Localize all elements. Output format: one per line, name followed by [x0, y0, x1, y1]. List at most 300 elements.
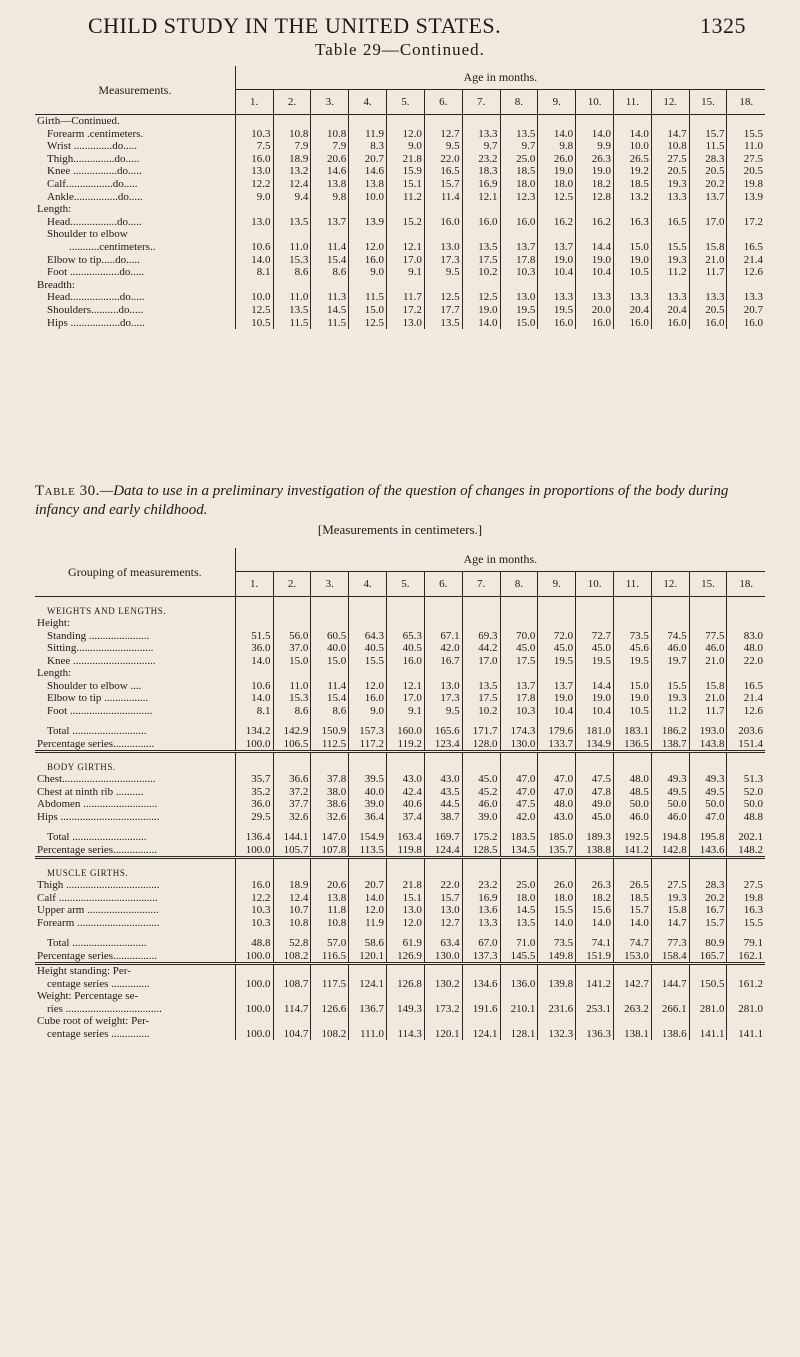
table29-cell: [576, 279, 614, 292]
table29-cell: [727, 115, 765, 128]
table30-cell: 67.1: [424, 630, 462, 643]
table29-cell: 15.5: [651, 241, 689, 254]
table29-cell: 18.5: [613, 178, 651, 191]
table30-age-label: 9.: [538, 572, 576, 597]
table29-cell: 9.8: [538, 140, 576, 153]
table30-cell: 134.5: [500, 844, 538, 858]
table30-cell: [651, 617, 689, 630]
table29-cell: 12.7: [424, 128, 462, 141]
table29-cell: 17.0: [387, 254, 425, 267]
table29-cell: [576, 203, 614, 216]
table29-cell: 16.0: [727, 317, 765, 330]
table29-cell: 10.0: [235, 291, 273, 304]
table29-cell: [387, 279, 425, 292]
table30-cell: [538, 617, 576, 630]
table30-cell: 11.8: [311, 904, 349, 917]
table30-cell: 12.7: [424, 917, 462, 930]
table30-cell: 16.7: [424, 655, 462, 668]
table29-cell: 13.5: [273, 304, 311, 317]
table30-cell: 35.2: [235, 786, 273, 799]
table30-cell: [424, 823, 462, 831]
table30-age-label: 6.: [424, 572, 462, 597]
table30-cell: 126.6: [311, 1003, 349, 1016]
table30-cell: 45.0: [500, 642, 538, 655]
table29-cell: [613, 203, 651, 216]
table29-row: [35, 216, 765, 229]
table30-age-label: 8.: [500, 572, 538, 597]
table30-cell: 13.0: [387, 904, 425, 917]
table29-cell: [462, 228, 500, 241]
table29-cell: 18.0: [500, 178, 538, 191]
table30-cell: 46.0: [689, 642, 727, 655]
table29-cell: 14.6: [349, 165, 387, 178]
table30-cell: 18.5: [613, 892, 651, 905]
table29-cell: 13.3: [576, 291, 614, 304]
table30-cell: 17.5: [462, 692, 500, 705]
table30-cell: 20.2: [689, 892, 727, 905]
table29-cell: 7.9: [273, 140, 311, 153]
table30-row-label: [35, 717, 235, 725]
table30-cell: 47.5: [500, 798, 538, 811]
table29-cell: [424, 115, 462, 128]
table30-cell: 37.0: [273, 642, 311, 655]
table30-cell: 47.0: [500, 773, 538, 786]
table30-cell: [311, 964, 349, 978]
table30-cell: 173.2: [424, 1003, 462, 1016]
table30-cell: 40.5: [349, 642, 387, 655]
table30-row: [35, 725, 765, 738]
table29-cell: [727, 279, 765, 292]
table29-cell: [387, 203, 425, 216]
table29-cell: 18.2: [576, 178, 614, 191]
table30-cell: 21.8: [387, 879, 425, 892]
table29-cell: 10.3: [500, 266, 538, 279]
table30-cell: [273, 617, 311, 630]
table30-cell: [727, 929, 765, 937]
table29-cell: [538, 228, 576, 241]
table30-cell: [500, 617, 538, 630]
table30-cell: 8.6: [273, 705, 311, 718]
table29-age-label: 4.: [349, 90, 387, 115]
table29-cell: 14.5: [311, 304, 349, 317]
table29-cell: 14.4: [576, 241, 614, 254]
table29-cell: 12.0: [387, 128, 425, 141]
table29-cell: 21.0: [689, 254, 727, 267]
table30-cell: 128.5: [462, 844, 500, 858]
table29-cell: [538, 115, 576, 128]
table30-cell: 23.2: [462, 879, 500, 892]
table30-cell: [689, 823, 727, 831]
table29-cell: 20.7: [349, 153, 387, 166]
table30-cell: 147.0: [311, 831, 349, 844]
table29-cell: 15.7: [689, 128, 727, 141]
table30-cell: 12.4: [273, 892, 311, 905]
table30-cell: 48.8: [235, 937, 273, 950]
table30-cell: 37.4: [387, 811, 425, 824]
table30-cell: 67.0: [462, 937, 500, 950]
table30-cell: 144.7: [651, 978, 689, 991]
table29-cell: 14.6: [311, 165, 349, 178]
table30-cell: 195.8: [689, 831, 727, 844]
table30-cell: [727, 617, 765, 630]
table29-cell: 19.0: [462, 304, 500, 317]
table30-cell: 11.0: [273, 680, 311, 693]
table29-row: [35, 317, 765, 330]
table30-row-label: MUSCLE GIRTHS.: [35, 858, 235, 880]
table30-header-row: [35, 548, 765, 572]
table29-cell: [424, 203, 462, 216]
table29-cell: 19.8: [727, 178, 765, 191]
table30-row-label: ries ...................................: [47, 1002, 162, 1015]
table30-cell: 16.5: [727, 680, 765, 693]
table29-cell: 26.5: [613, 153, 651, 166]
table30-cell: 38.0: [311, 786, 349, 799]
table30-cell: 150.9: [311, 725, 349, 738]
table30-cell: [613, 667, 651, 680]
table30-cell: 11.7: [689, 705, 727, 718]
table29-cell: 15.9: [387, 165, 425, 178]
table30-cell: 231.6: [538, 1003, 576, 1016]
table30-row-label: Hips ....................................: [37, 810, 160, 823]
table30-cell: 186.2: [651, 725, 689, 738]
table29-cell: 16.2: [538, 216, 576, 229]
table29-cell: [727, 203, 765, 216]
table30-cell: [651, 717, 689, 725]
table30-row-label: centage series ..............: [47, 1027, 150, 1040]
table30-cell: 16.0: [349, 692, 387, 705]
table30-cell: [651, 858, 689, 880]
table29-cell: 26.0: [538, 153, 576, 166]
table30-cell: [424, 617, 462, 630]
table29-cell: 11.7: [689, 266, 727, 279]
table30-cell: 22.0: [727, 655, 765, 668]
table29-cell: 21.8: [387, 153, 425, 166]
table30-cell: [538, 929, 576, 937]
table30-cell: 70.0: [500, 630, 538, 643]
table30-cell: [613, 858, 651, 880]
table30-cell: [235, 752, 273, 774]
table30-row-label: BODY GIRTHS.: [35, 752, 235, 774]
table30-cell: 100.0: [235, 1028, 273, 1041]
table30-cell: 163.4: [387, 831, 425, 844]
table30-cell: 9.1: [387, 705, 425, 718]
table30-cell: 100.0: [235, 738, 273, 752]
table30-cell: [500, 752, 538, 774]
table29-cell: 20.0: [576, 304, 614, 317]
table29-cell: 13.3: [462, 128, 500, 141]
table29-age-label: 18.: [727, 90, 765, 115]
table30-cell: [462, 597, 500, 618]
table30-cell: [613, 823, 651, 831]
table29-cell: [538, 279, 576, 292]
table29-cell: 13.3: [727, 291, 765, 304]
table30-cell: 43.5: [424, 786, 462, 799]
table29-cell: [613, 279, 651, 292]
table29-cell: 10.8: [651, 140, 689, 153]
table30-cell: 19.8: [727, 892, 765, 905]
table30-cell: [727, 990, 765, 1003]
table29-cell: [651, 279, 689, 292]
table30-cell: [613, 717, 651, 725]
table30-cell: 72.0: [538, 630, 576, 643]
table30-cell: [689, 1015, 727, 1028]
table30-cell: 160.0: [387, 725, 425, 738]
table30-cell: 15.7: [424, 892, 462, 905]
table30-cell: 111.0: [349, 1028, 387, 1041]
table30-cell: [387, 752, 425, 774]
table30-cell: 38.6: [311, 798, 349, 811]
table30-cell: [538, 752, 576, 774]
table30-cell: 179.6: [538, 725, 576, 738]
table30-cell: 47.0: [538, 786, 576, 799]
table30-cell: 80.9: [689, 937, 727, 950]
table30-cell: 19.3: [651, 892, 689, 905]
table29-cell: 14.7: [651, 128, 689, 141]
table30-cell: [576, 1015, 614, 1028]
table29-age-label: 3.: [311, 90, 349, 115]
table30-row-label: centage series ..............: [47, 977, 150, 990]
table30-cell: [424, 717, 462, 725]
table30-cell: 142.8: [651, 844, 689, 858]
table29-cell: 17.8: [500, 254, 538, 267]
table30-cell: 10.6: [235, 680, 273, 693]
table30-row: [35, 937, 765, 950]
table29-cell: [311, 228, 349, 241]
table29-cell: [349, 115, 387, 128]
table29-col-header: Measurements.: [35, 66, 235, 115]
table29-row-label: Foot ..................do.....: [47, 266, 145, 279]
table29-cell: 13.9: [349, 216, 387, 229]
table29-cell: [349, 279, 387, 292]
table30-cell: 15.0: [311, 655, 349, 668]
table30-cell: 18.0: [538, 892, 576, 905]
table30-cell: [311, 929, 349, 937]
table29-cell: [500, 203, 538, 216]
table30-cell: 25.0: [500, 879, 538, 892]
table30-cell: [311, 823, 349, 831]
table29-cell: 13.8: [311, 178, 349, 191]
table30-cell: 58.6: [349, 937, 387, 950]
table30-cell: 13.5: [500, 917, 538, 930]
table30-cell: 106.5: [273, 738, 311, 752]
table30-cell: 18.9: [273, 879, 311, 892]
table30-cell: [273, 823, 311, 831]
table30-cell: 117.5: [311, 978, 349, 991]
table30-cell: 46.0: [462, 798, 500, 811]
table29-cell: 10.4: [576, 266, 614, 279]
table29-cell: [235, 203, 273, 216]
table30-cell: 36.4: [349, 811, 387, 824]
table30-row: [35, 917, 765, 930]
table30-row: [35, 904, 765, 917]
table30-cell: 14.7: [651, 917, 689, 930]
table30-cell: 32.6: [273, 811, 311, 824]
table30-row-label: Total ...........................: [47, 937, 147, 949]
table30-cell: [651, 597, 689, 618]
table29-cell: [424, 228, 462, 241]
table30-cell: 19.0: [538, 692, 576, 705]
table29-cell: 16.5: [651, 216, 689, 229]
table30-cell: 17.0: [462, 655, 500, 668]
table30-cell: 158.4: [651, 950, 689, 964]
table30-cell: 10.3: [500, 705, 538, 718]
table30-cell: [273, 964, 311, 978]
table30-cell: [500, 823, 538, 831]
table30-cell: [613, 990, 651, 1003]
table30-cell: 181.0: [576, 725, 614, 738]
table30-cell: 15.7: [613, 904, 651, 917]
table30-cell: [273, 667, 311, 680]
table30-cell: 60.5: [311, 630, 349, 643]
table29-cell: 15.3: [273, 254, 311, 267]
table29-cell: [576, 228, 614, 241]
table29-row-label: Wrist ..............do.....: [47, 140, 137, 153]
table29-row: [35, 165, 765, 178]
table30-cell: 26.0: [538, 879, 576, 892]
table30-cell: [727, 597, 765, 618]
table30-cell: [387, 717, 425, 725]
table30-cell: [689, 597, 727, 618]
table30-cell: [576, 858, 614, 880]
table29-cell: 12.1: [462, 191, 500, 204]
table30-cell: [651, 823, 689, 831]
table30-cell: 130.0: [500, 738, 538, 752]
table30-cell: 135.7: [538, 844, 576, 858]
table30-cell: [424, 1015, 462, 1028]
table30-row-label: Chest..................................: [37, 773, 156, 785]
table29-cell: 10.6: [235, 241, 273, 254]
table30-cell: 162.1: [727, 950, 765, 964]
table30-cell: [500, 667, 538, 680]
table29-cell: [235, 228, 273, 241]
table30-cell: [349, 964, 387, 978]
table29-cell: 11.5: [311, 317, 349, 330]
table30-age-label: 7.: [462, 572, 500, 597]
table29-cell: 13.5: [500, 128, 538, 141]
table29-cell: 16.0: [424, 216, 462, 229]
table29-cell: 10.0: [349, 191, 387, 204]
table29-cell: 20.4: [651, 304, 689, 317]
table29-cell: 12.5: [424, 291, 462, 304]
table30-cell: 281.0: [689, 1003, 727, 1016]
table29-cell: 26.3: [576, 153, 614, 166]
table30-cell: 15.1: [387, 892, 425, 905]
table30-cell: 50.0: [689, 798, 727, 811]
table29-cell: [273, 228, 311, 241]
table29-cell: 13.3: [651, 191, 689, 204]
table30-cell: 10.3: [235, 917, 273, 930]
table29-cell: 10.5: [613, 266, 651, 279]
table30-cell: 100.0: [235, 1003, 273, 1016]
table30-cell: 16.0: [235, 879, 273, 892]
table29-header-row: [35, 66, 765, 90]
table30-cell: 79.1: [727, 937, 765, 950]
table30-age-label: 12.: [651, 572, 689, 597]
table30-cell: [424, 752, 462, 774]
table29-row: [35, 279, 765, 292]
table29-cell: [613, 228, 651, 241]
table30-cell: 19.5: [576, 655, 614, 668]
table30-cell: 50.0: [651, 798, 689, 811]
table30-cell: 17.0: [387, 692, 425, 705]
table30-cell: [500, 717, 538, 725]
table30-col-header: Grouping of measurements.: [35, 548, 235, 597]
table30-cell: 74.5: [651, 630, 689, 643]
table30-cell: 10.8: [311, 917, 349, 930]
table30-cell: 22.0: [424, 879, 462, 892]
table30-cell: 69.3: [462, 630, 500, 643]
table30-cell: 40.6: [387, 798, 425, 811]
table30-cell: [689, 929, 727, 937]
table30-cell: 17.3: [424, 692, 462, 705]
table30-cell: [273, 717, 311, 725]
table30-row: [35, 823, 765, 831]
table29-row: [35, 266, 765, 279]
table30-row-label: Total ...........................: [47, 831, 147, 843]
table29-cell: 10.8: [311, 128, 349, 141]
table30-cell: 148.2: [727, 844, 765, 858]
table30-cell: 37.2: [273, 786, 311, 799]
table30-cell: [349, 990, 387, 1003]
table30-cell: [235, 667, 273, 680]
table30-cell: [311, 617, 349, 630]
table30-cell: 126.8: [387, 978, 425, 991]
table29-cell: 7.5: [235, 140, 273, 153]
table30-cell: 136.7: [349, 1003, 387, 1016]
table30-row: [35, 892, 765, 905]
table29-cell: 11.0: [273, 291, 311, 304]
table30-cell: [727, 752, 765, 774]
table30-cell: 253.1: [576, 1003, 614, 1016]
table30-cell: [424, 667, 462, 680]
table29-cell: 19.3: [651, 178, 689, 191]
table30-cell: [500, 929, 538, 937]
table30-cell: [689, 858, 727, 880]
table29-cell: 12.1: [387, 241, 425, 254]
table29-cell: 15.4: [311, 254, 349, 267]
table29-cell: [273, 203, 311, 216]
table29-cell: 12.2: [235, 178, 273, 191]
table30-cell: [235, 990, 273, 1003]
table30-cell: 185.0: [538, 831, 576, 844]
table30-row-label: Sitting............................: [47, 642, 154, 654]
table30-cell: 52.0: [727, 786, 765, 799]
table30-row: [35, 773, 765, 786]
table29-cell: 16.0: [613, 317, 651, 330]
table30-cell: [651, 1015, 689, 1028]
table29-row-label: Head..................do.....: [47, 291, 145, 304]
table30-age-label: 1.: [235, 572, 273, 597]
table30-cell: 15.0: [613, 680, 651, 693]
table30-cell: [235, 597, 273, 618]
table30-cell: [387, 858, 425, 880]
table30-cell: [462, 823, 500, 831]
table30-cell: [651, 990, 689, 1003]
table30-cell: [576, 717, 614, 725]
table30-cell: 43.0: [387, 773, 425, 786]
table30-cell: [500, 597, 538, 618]
table29-cell: 19.0: [538, 165, 576, 178]
table29-age-label: 1.: [235, 90, 273, 115]
table30-cell: 47.0: [538, 773, 576, 786]
table30-cell: 161.2: [727, 978, 765, 991]
table30-cell: 13.8: [311, 892, 349, 905]
table30-cell: 107.8: [311, 844, 349, 858]
table30-cell: 49.3: [689, 773, 727, 786]
table30-cell: [689, 717, 727, 725]
table30-cell: [349, 667, 387, 680]
table30-row: [35, 680, 765, 693]
